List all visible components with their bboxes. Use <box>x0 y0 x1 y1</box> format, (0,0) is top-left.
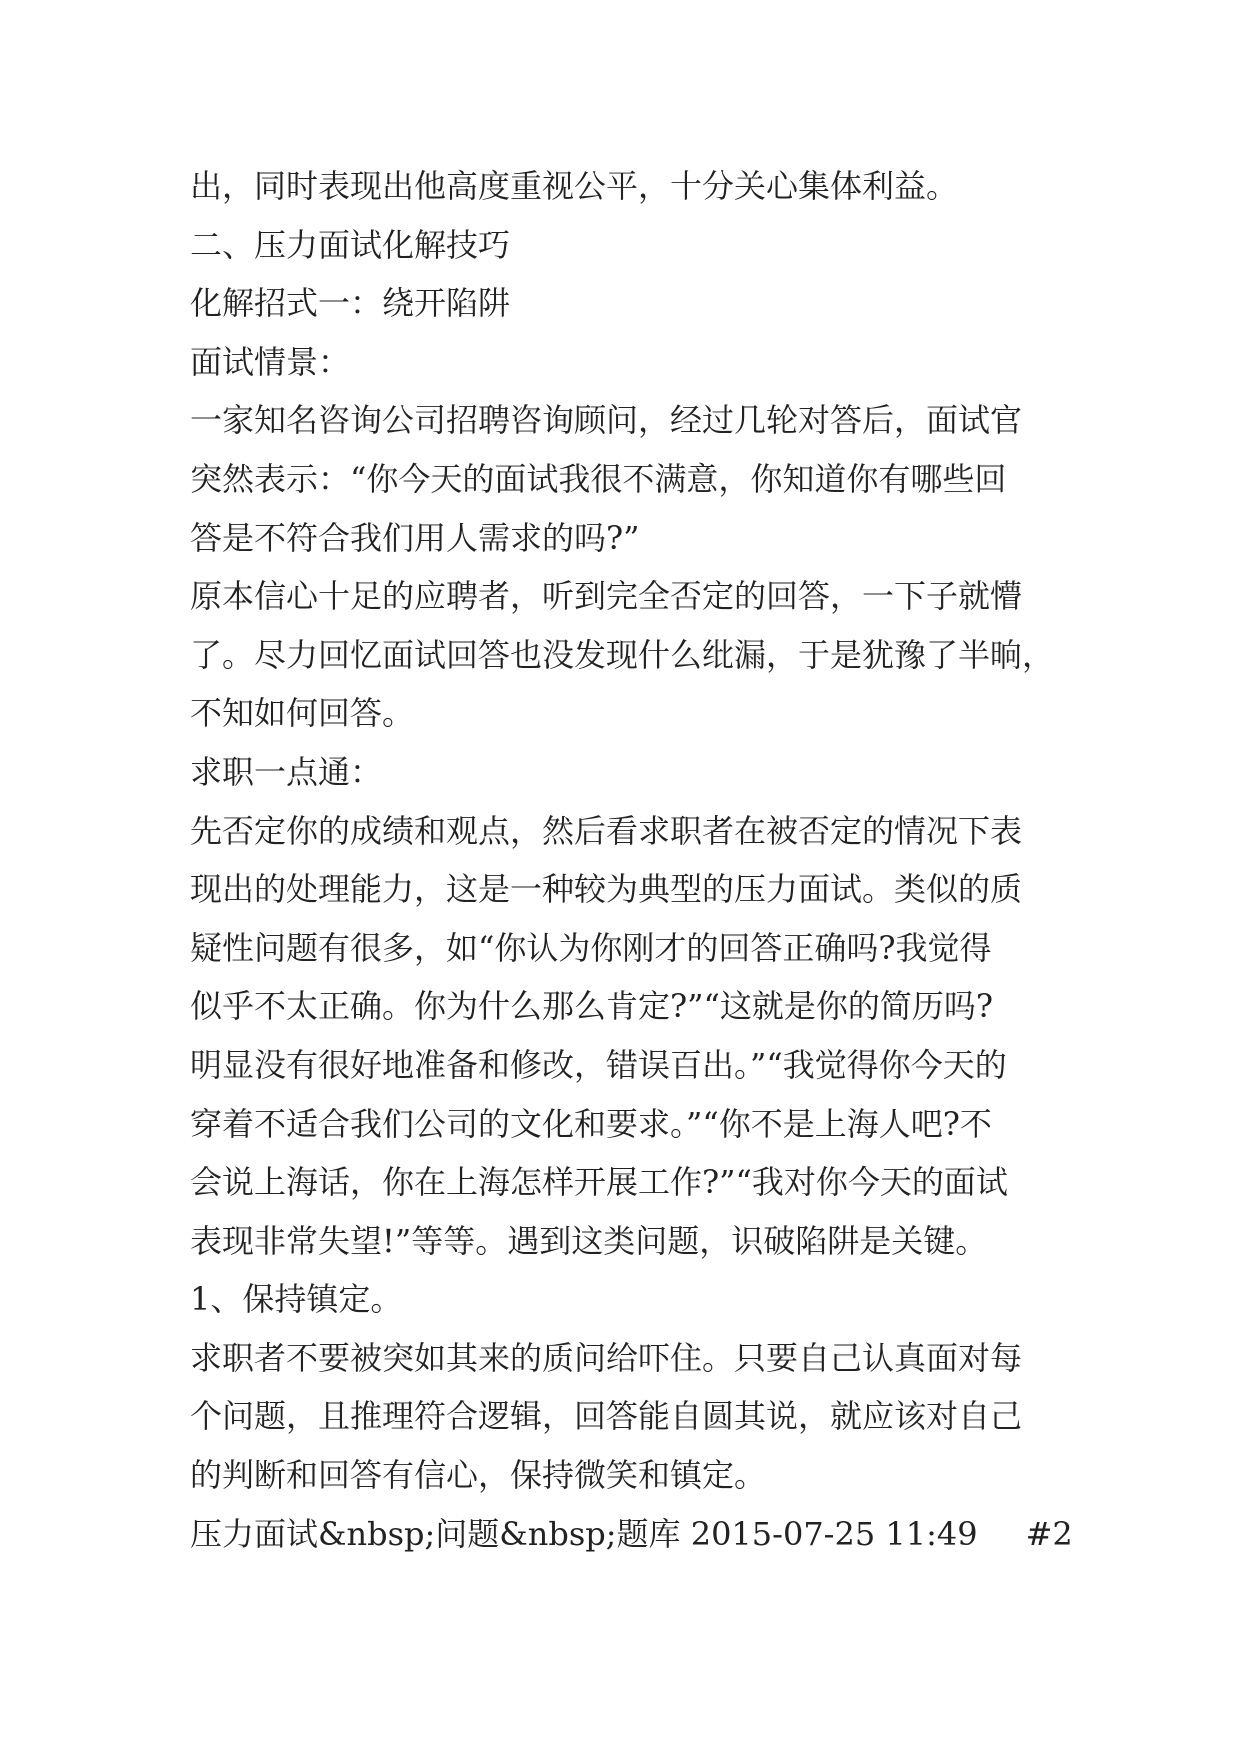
text-line: 一家知名咨询公司招聘咨询顾问，经过几轮对答后，面试官 <box>190 401 1023 440</box>
text-line: 的判断和回答有信心，保持微笑和镇定。 <box>190 1456 767 1495</box>
text-line: 会说上海话，你在上海怎样开展工作?”“我对你今天的面试 <box>190 1163 1008 1202</box>
text-line: 突然表示：“你今天的面试我很不满意，你知道你有哪些回 <box>190 459 1007 498</box>
text-line: 求职者不要被突如其来的质问给吓住。只要自己认真面对每 <box>190 1338 1023 1377</box>
post-number: #2 <box>1025 1514 1073 1553</box>
text-line: 答是不符合我们用人需求的吗?” <box>190 518 640 557</box>
text-line: 表现非常失望!”等等。遇到这类问题，识破陷阱是关键。 <box>190 1221 988 1260</box>
post-footer <box>190 1505 1073 1564</box>
subsection-heading: 化解招式一：绕开陷阱 <box>190 284 511 323</box>
text-line: 原本信心十足的应聘者，听到完全否定的回答，一下子就懵 <box>190 577 1023 616</box>
scenario-label: 面试情景： <box>190 342 351 381</box>
text-line: 疑性问题有很多，如“你认为你刚才的回答正确吗?我觉得 <box>190 928 992 967</box>
post-meta-text: 压力面试&nbsp;问题&nbsp;题库 2015-07-25 11:49 <box>190 1514 978 1553</box>
document-body <box>190 157 1073 1563</box>
numbered-point: 1、保持镇定。 <box>190 1280 403 1319</box>
text-line: 个问题，且推理符合逻辑，回答能自圆其说，就应该对自己 <box>190 1397 1023 1436</box>
text-line: 不知如何回答。 <box>190 694 415 733</box>
text-line: 了。尽力回忆面试回答也没发现什么纰漏，于是犹豫了半晌， <box>190 635 1055 674</box>
section-heading: 二、压力面试化解技巧 <box>190 225 511 264</box>
text-line: 先否定你的成绩和观点，然后看求职者在被否定的情况下表 <box>190 811 1023 850</box>
text-line: 现出的处理能力，这是一种较为典型的压力面试。类似的质 <box>190 870 1023 909</box>
tips-label: 求职一点通： <box>190 752 383 791</box>
text-line: 出，同时表现出他高度重视公平，十分关心集体利益。 <box>190 167 959 205</box>
text-line: 似乎不太正确。你为什么那么肯定?”“这就是你的简历吗? <box>190 987 994 1026</box>
text-line: 穿着不适合我们公司的文化和要求。”“你不是上海人吧?不 <box>190 1104 992 1143</box>
text-line: 明显没有很好地准备和修改，错误百出。”“我觉得你今天的 <box>190 1045 1007 1084</box>
